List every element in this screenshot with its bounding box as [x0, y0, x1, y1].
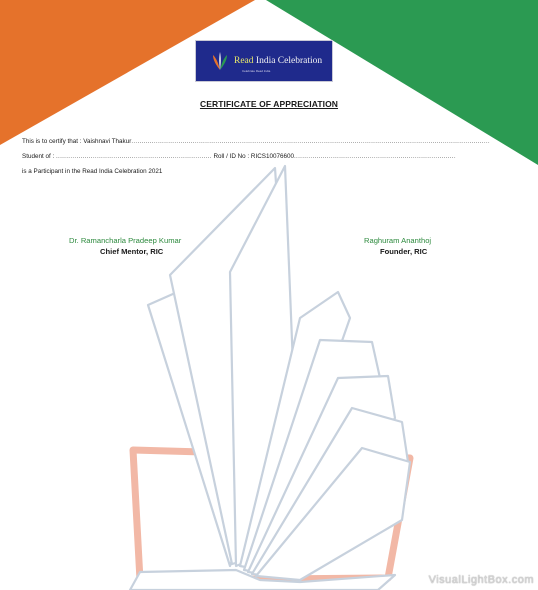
certificate-title: CERTIFICATE OF APPRECIATION — [199, 99, 339, 109]
lotus-icon — [210, 50, 230, 72]
book-illustration — [130, 166, 410, 590]
certify-line: This is to certify that : Vaishnavi Thakur............................................................................................................................................................................... — [22, 138, 490, 145]
watermark-text: VisualLightBox.com — [428, 574, 534, 586]
signatory-role-mentor: Chief Mentor, RIC — [100, 247, 164, 256]
logo-text: Read India Celebration — [234, 56, 323, 66]
logo-tagline: Celebrate Read India — [242, 69, 271, 73]
signatory-name-mentor: Dr. Ramancharla Pradeep Kumar — [69, 236, 182, 245]
signatory-role-founder: Founder, RIC — [380, 247, 428, 256]
student-line: Student of : ............................................................................ Roll / ID No : RICS10076600............................................................................... — [22, 153, 456, 160]
participant-line: is a Participant in the Read India Celebration 2021 — [22, 168, 163, 175]
signatory-name-founder: Raghuram Ananthoj — [364, 236, 432, 245]
read-india-celebration-logo — [195, 40, 333, 82]
